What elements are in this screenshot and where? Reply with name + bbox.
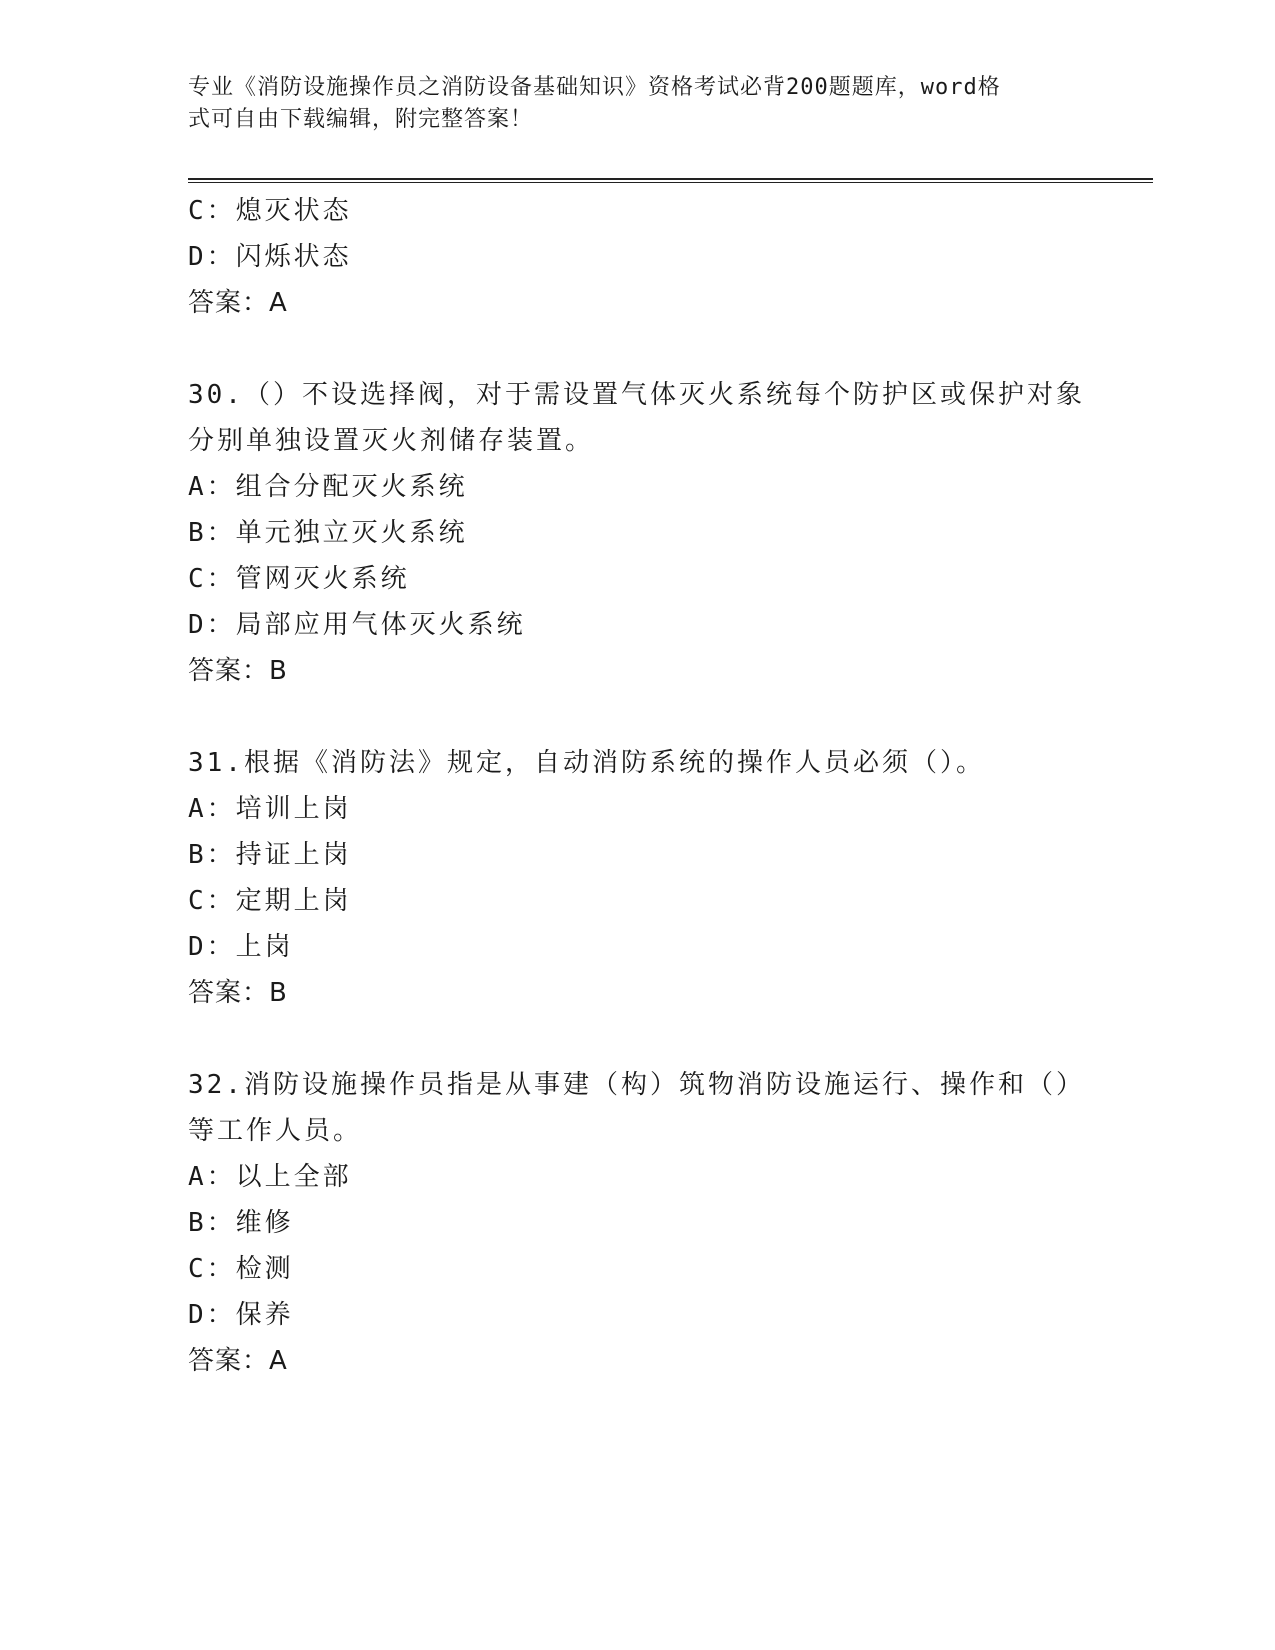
question-text: 32.消防设施操作员指是从事建（构）筑物消防设施运行、操作和（） [188,1070,1085,1100]
question-text: 等工作人员。 [188,1116,363,1146]
option-c: C：熄灭状态 [188,196,352,226]
option-c: C：管网灭火系统 [188,564,410,594]
option-a: A：培训上岗 [188,794,352,824]
question-list [188,188,1108,1384]
spacer [188,326,1108,372]
spacer [188,1016,1108,1062]
question-text: 31.根据《消防法》规定，自动消防系统的操作人员必须（）。 [188,748,985,778]
question-text: 30.（）不设选择阀，对于需设置气体灭火系统每个防护区或保护对象 [188,380,1085,410]
option-b: B：持证上岗 [188,840,352,870]
option-a: A：组合分配灭火系统 [188,472,468,502]
option-d: D：上岗 [188,932,294,962]
answer: 答案：B [188,656,288,686]
option-d: D：保养 [188,1300,294,1330]
option-c: C：定期上岗 [188,886,352,916]
question-30 [188,372,1108,694]
spacer [188,694,1108,740]
option-c: C：检测 [188,1254,294,1284]
question-32 [188,1062,1108,1384]
header-line-2: 式可自由下载编辑，附完整答案！ [188,107,534,132]
answer: 答案：A [188,1346,288,1376]
option-a: A：以上全部 [188,1162,352,1192]
option-b: B：维修 [188,1208,294,1238]
question-text: 分别单独设置灭火剂储存装置。 [188,426,595,456]
previous-question-tail [188,188,1108,326]
option-b: B：单元独立灭火系统 [188,518,468,548]
page-header [188,72,1078,136]
header-divider [188,178,1153,183]
question-31 [188,740,1108,1016]
option-d: D：闪烁状态 [188,242,352,272]
header-line-1: 专业《消防设施操作员之消防设备基础知识》资格考试必背200题题库，word格 [188,75,1001,100]
answer: 答案：A [188,288,288,318]
option-d: D：局部应用气体灭火系统 [188,610,526,640]
answer: 答案：B [188,978,288,1008]
